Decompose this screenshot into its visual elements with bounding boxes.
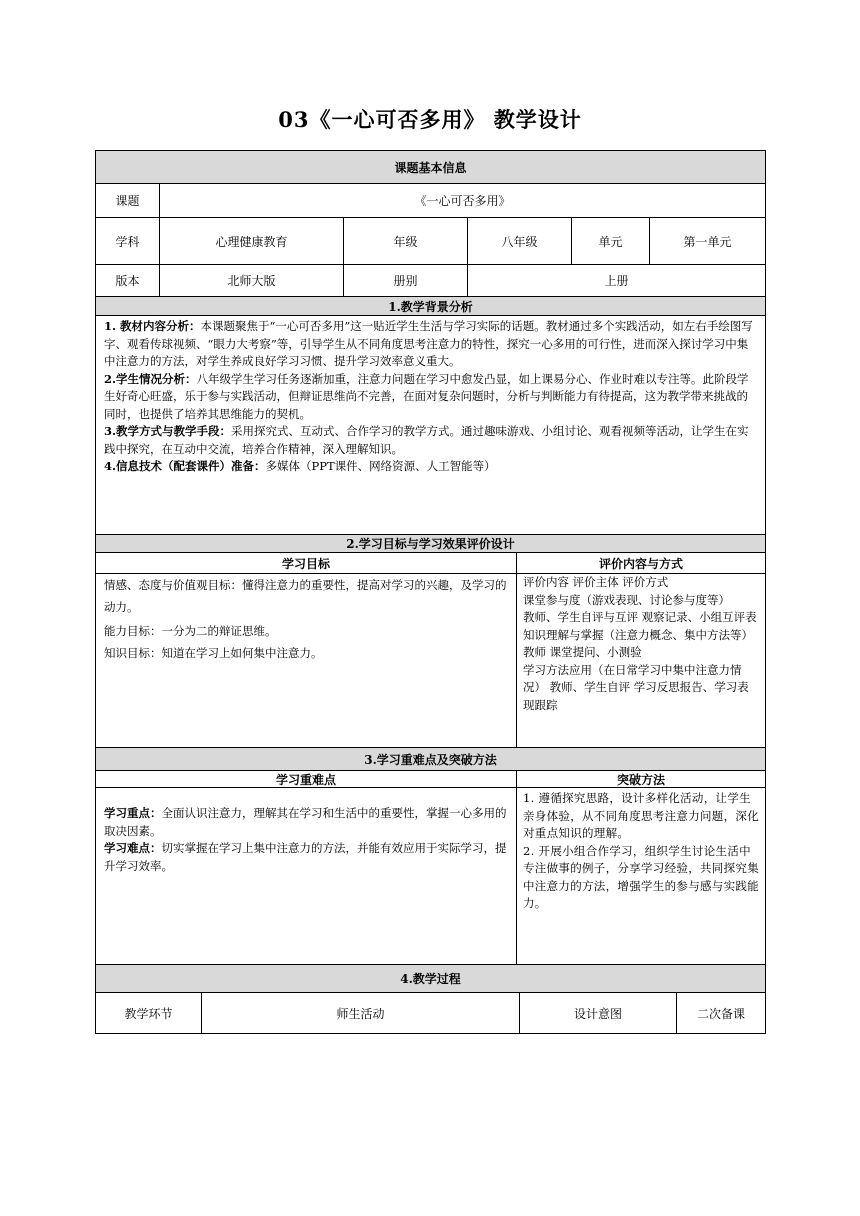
it-preparation-label: 4.信息技术（配套课件）准备： [104, 459, 266, 473]
unit-value: 第一单元 [650, 218, 765, 265]
eval-line: 教师、学生自评与互评 观察记录、小组互评表 [523, 610, 757, 624]
eval-line: 评价内容 评价主体 评价方式 [523, 575, 669, 589]
key-point-label: 学习重点： [104, 806, 162, 820]
basic-info-table [95, 150, 766, 297]
objectives-col-right: 评价内容与方式 [517, 553, 765, 574]
process-col-revision: 二次备课 [696, 1006, 745, 1021]
methods-content [517, 788, 765, 964]
keypoints-header: 3.学习重难点及突破方法 [96, 748, 765, 771]
process-header: 4.教学过程 [96, 965, 765, 993]
keypoints-col-right: 突破方法 [517, 771, 765, 788]
objectives-section [95, 534, 766, 748]
material-analysis-text: 本课题聚焦于“一心可否多用”这一贴近学生生活与学习实际的话题。教材通过多个实践活动，如左右手绘图写字、观看传球视频、“眼力大考察”等，引导学生从不同角度思考注意力的特性，探究一心多用的可行性，进而深入探讨学习中集中注意力的方法，对学生养成良好学习习惯、提升学习效率意义重大。 [104, 319, 753, 368]
eval-line: 课堂参与度（游戏表现、讨论参与度等） [523, 592, 730, 607]
background-content [96, 316, 765, 478]
process-col-stage: 教学环节 [96, 993, 202, 1033]
topic-label: 课题 [96, 184, 160, 218]
goal-knowledge: 知识目标：知道在学习上如何集中注意力。 [104, 646, 323, 660]
eval-line: 知识理解与掌握（注意力概念、集中方法等） 教师 课堂提问、小测验 [523, 627, 753, 659]
difficult-point [104, 840, 508, 875]
objectives-col-left: 学习目标 [96, 553, 517, 574]
student-analysis-label: 2.学生情况分析： [104, 371, 197, 386]
grade-value: 八年级 [468, 218, 572, 265]
eval-line: 学习方法应用（在日常学习中集中注意力情况） 教师、学生自评 学习反思报告、学习表现跟踪 [523, 662, 749, 712]
material-analysis-label: 1. 教材内容分析： [104, 319, 201, 333]
background-header: 1.教学背景分析 [96, 297, 765, 316]
volume-label: 册别 [344, 265, 468, 296]
objectives-goals [96, 574, 517, 747]
goal-ability: 能力目标：一分为二的辩证思维。 [104, 624, 277, 638]
method-1: 1. 遵循探究思路，设计多样化活动，让学生亲身体验，从不同角度思考注意力问题，深化对重点知识的理解。 [523, 791, 759, 840]
volume-value: 上册 [604, 274, 629, 288]
process-col-intent: 设计意图 [520, 993, 677, 1033]
edition-value: 北师大版 [160, 265, 344, 296]
difficult-point-label: 学习难点： [104, 841, 162, 855]
goal-emotion: 情感、态度与价值观目标：懂得注意力的重要性，提高对学习的兴趣，及学习的动力。 [104, 578, 507, 614]
keypoints-content [96, 788, 517, 964]
background-section [95, 296, 766, 535]
it-preparation-text: 多媒体（PPT课件、网络资源、人工智能等） [265, 459, 496, 473]
difficult-point-text: 切实掌握在学习上集中注意力的方法，并能有效应用于实际学习，提升学习效率。 [104, 841, 507, 873]
subject-value: 心理健康教育 [160, 218, 344, 265]
process-section [95, 964, 766, 1034]
teaching-method-label: 3.教学方式与教学手段： [104, 424, 232, 438]
unit-label: 单元 [572, 218, 650, 265]
subject-label: 学科 [96, 218, 160, 265]
edition-label: 版本 [96, 265, 160, 296]
process-col-activity: 师生活动 [202, 993, 520, 1033]
method-2: 2. 开展小组合作学习，组织学生讨论生活中专注做事的例子，分享学习经验，共同探究集中注意力的方法，增强学生的参与感与实践能力。 [523, 843, 759, 910]
it-preparation [104, 458, 757, 476]
teaching-method-text: 采用探究式、互动式、合作学习的教学方式。通过趣味游戏、小组讨论、观看视频等活动，让学生在实践中探究，在互动中交流，培养合作精神，深入理解知识。 [104, 424, 749, 456]
teaching-method [104, 423, 757, 458]
student-analysis [104, 371, 757, 424]
page-title: 03《一心可否多用》 教学设计 [278, 107, 582, 132]
keypoints-col-left: 学习重难点 [96, 771, 517, 788]
grade-label: 年级 [344, 218, 468, 265]
evaluation-content [517, 574, 765, 747]
keypoints-section [95, 747, 766, 965]
key-point-text: 全面认识注意力，理解其在学习和生活中的重要性，掌握一心多用的取决因素。 [104, 806, 507, 838]
key-point [104, 805, 508, 840]
basic-info-header: 课题基本信息 [96, 151, 765, 184]
objectives-header: 2.学习目标与学习效果评价设计 [96, 535, 765, 553]
material-analysis [104, 318, 757, 371]
topic-value: 《一心可否多用》 [160, 184, 765, 218]
student-analysis-text: 八年级学生学习任务逐渐加重，注意力问题在学习中愈发凸显，如上课易分心、作业时难以专注等。此阶段学生好奇心旺盛，乐于参与实践活动，但辩证思维尚不完善，在面对复杂问题时，分析与判断能力有待提高，这为教学带来挑战的同时，也提供了培养其思维能力的契机。 [104, 371, 749, 421]
